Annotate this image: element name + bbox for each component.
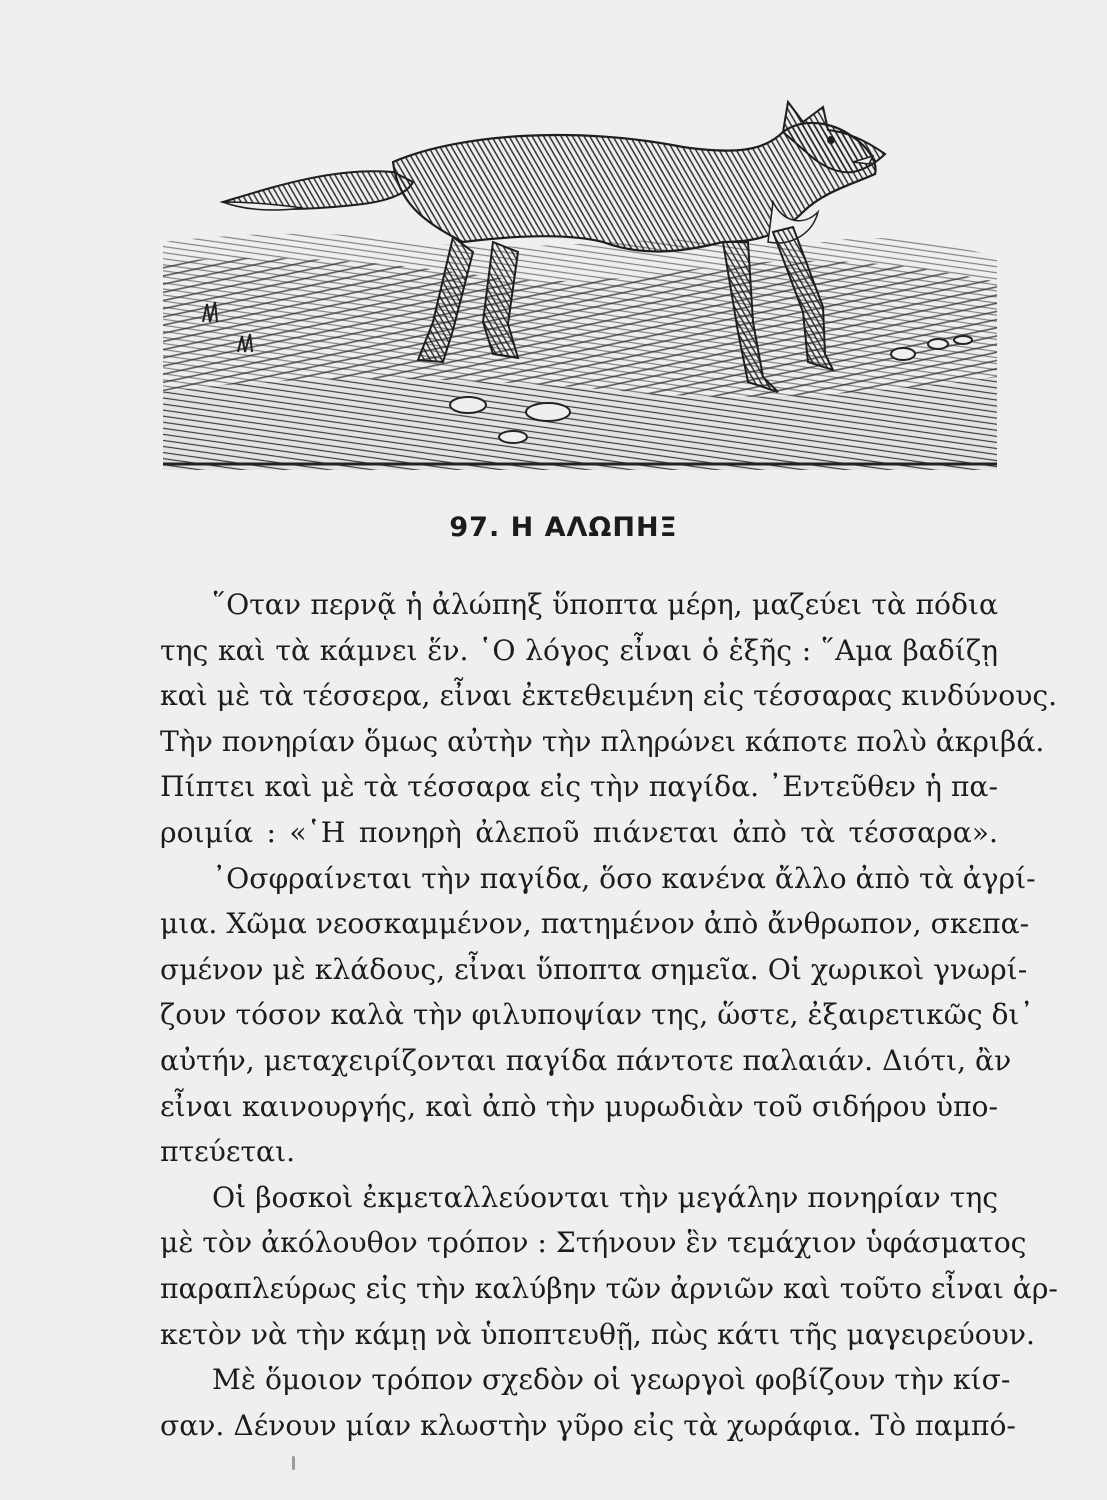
text-line: εἶναι καινουργής, καὶ ἀπὸ τὴν μυρωδιὰν τοῦ σιδήρου ὑπο- <box>160 1089 998 1123</box>
text-line: Τὴν πονηρίαν ὅμως αὐτὴν τὴν πληρώνει κάποτε πολὺ ἀκριβά. <box>160 724 1045 758</box>
text-line: πτεύεται. <box>160 1135 296 1169</box>
fox-engraving-icon <box>163 92 997 470</box>
fox-illustration <box>163 92 997 470</box>
text-line: Οἱ βοσκοὶ ἐκμεταλλεύονται τὴν μεγάλην πονηρίαν της <box>212 1180 998 1214</box>
text-line: αὐτήν, μεταχειρίζονται παγίδα πάντοτε παλαιάν. Διότι, ἂν <box>160 1043 1012 1077</box>
text-line: κετὸν νὰ τὴν κάμῃ νὰ ὑποπτευθῇ, πὼς κάτι τῆς μαγειρεύουν. <box>160 1317 1035 1351</box>
text-line: Πίπτει καὶ μὲ τὰ τέσσαρα εἰς τὴν παγίδα. ᾿Εντεῦθεν ἡ πα- <box>160 770 998 804</box>
text-line: Μὲ ὅμοιον τρόπον σχεδὸν οἱ γεωργοὶ φοβίζουν τὴν κίσ- <box>212 1363 1011 1397</box>
body-text <box>160 582 1058 1448</box>
text-line: μια. Χῶμα νεοσκαμμένον, πατημένον ἀπὸ ἄνθρωπον, σκεπα- <box>160 907 1030 941</box>
text-line: παραπλεύρως εἰς τὴν καλύβην τῶν ἀρνιῶν καὶ τοῦτο εἶναι ἀρ- <box>160 1271 1058 1305</box>
page-blemish <box>292 1456 295 1470</box>
text-line: σαν. Δένουν μίαν κλωστὴν γῦρο εἰς τὰ χωράφια. Τὸ παμπό- <box>160 1408 1016 1442</box>
text-line: σμένον μὲ κλάδους, εἶναι ὕποπτα σημεῖα. Οἱ χωρικοὶ γνωρί- <box>160 952 1028 986</box>
text-line: της καὶ τὰ κάμνει ἕν. ῾Ο λόγος εἶναι ὁ ἑξῆς : ῞Αμα βαδίζῃ <box>160 633 998 667</box>
text-line: καὶ μὲ τὰ τέσσερα, εἶναι ἐκτεθειμένη εἰς τέσσαρας κινδύνους. <box>160 679 1058 713</box>
text-line: μὲ τὸν ἀκόλουθον τρόπον : Στήνουν ἓν τεμάχιον ὑφάσματος <box>160 1226 1027 1260</box>
text-line: ᾿Οσφραίνεται τὴν παγίδα, ὅσο κανένα ἄλλο ἀπὸ τὰ ἀγρί- <box>212 861 1036 895</box>
text-line: ῞Οταν περνᾷ ἡ ἀλώπηξ ὕποπτα μέρη, μαζεύει τὰ πόδια <box>212 588 998 621</box>
text-line: ζουν τόσον καλὰ τὴν φιλυποψίαν της, ὥστε, ἐξαιρετικῶς δι᾿ <box>160 998 1034 1032</box>
chapter-title: 97. Η ΑΛΩΠΗΞ <box>449 512 678 543</box>
text-line: ροιμία : «῾Η πονηρὴ ἀλεποῦ πιάνεται ἀπὸ τὰ τέσσαρα». <box>160 815 998 849</box>
